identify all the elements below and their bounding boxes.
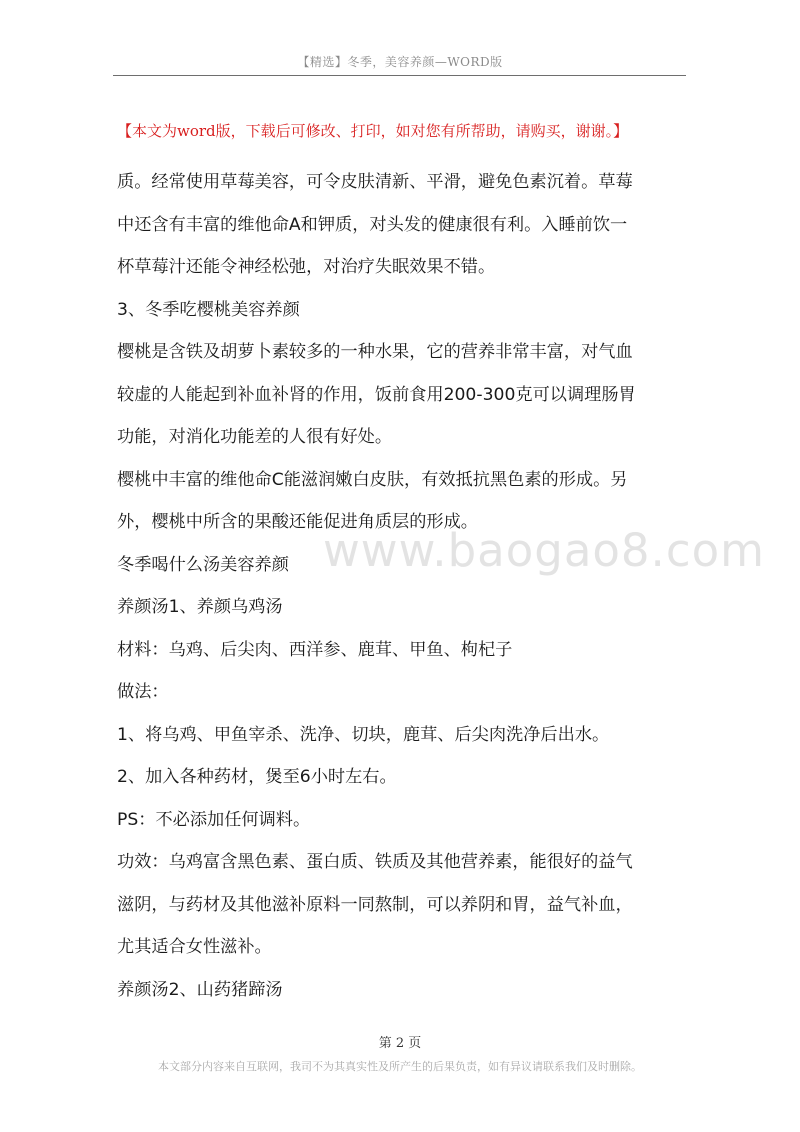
recipe-title: 养颜汤1、养颜乌鸡汤 (117, 597, 283, 617)
paragraph-line: 功能，对消化功能差的人很有好处。 (117, 427, 393, 447)
header-divider (113, 75, 686, 76)
recipe-note: PS：不必添加任何调料。 (117, 809, 311, 830)
paragraph-line: 中还含有丰富的维他命A和钾质，对头发的健康很有利。入睡前饮一 (117, 214, 628, 235)
recipe-ingredients: 材料：乌鸡、后尖肉、西洋参、鹿茸、甲鱼、枸杞子 (117, 639, 513, 660)
section-heading: 3、冬季吃樱桃美容养颜 (117, 299, 300, 320)
recipe-title: 养颜汤2、山药猪蹄汤 (117, 979, 283, 1000)
section-heading: 冬季喝什么汤美容养颜 (117, 554, 289, 575)
paragraph-line: 杯草莓汁还能令神经松弛，对治疗失眠效果不错。 (117, 257, 496, 277)
page-footer: 本文部分内容来自互联网，我司不为其真实性及所产生的后果负责，如有异议请联系我们及时删除。 (158, 1060, 642, 1073)
recipe-method-label: 做法： (117, 682, 169, 702)
document-body (117, 161, 692, 1011)
paragraph-line: 樱桃中丰富的维他命C能滋润嫩白皮肤，有效抵抗黑色素的形成。另 (117, 469, 628, 490)
paragraph-line: 滋阴，与药材及其他滋补原料一同熬制，可以养阴和胃，益气补血， (117, 894, 633, 915)
page-header: 【精选】冬季，美容养颜—WORD版 (297, 55, 503, 69)
watermark: www.baogao8.com (323, 524, 765, 577)
paragraph-line: 质。经常使用草莓美容，可令皮肤清新、平滑，避免色素沉着。草莓 (117, 172, 633, 192)
paragraph-line: 樱桃是含铁及胡萝卜素较多的一种水果，它的营养非常丰富，对气血 (117, 342, 633, 362)
paragraph-line: 外，樱桃中所含的果酸还能促进角质层的形成。 (117, 512, 478, 532)
page-number: 第 2 页 (378, 1036, 422, 1051)
recipe-step: 2、加入各种药材，煲至6小时左右。 (117, 767, 397, 787)
paragraph-line: 尤其适合女性滋补。 (117, 937, 272, 957)
recipe-step: 1、将乌鸡、甲鱼宰杀、洗净、切块，鹿茸、后尖肉洗净后出水。 (117, 724, 610, 745)
paragraph-line: 较虚的人能起到补血补肾的作用，饭前食用200-300克可以调理肠胃 (117, 384, 636, 405)
paragraph-line: 功效：乌鸡富含黑色素、蛋白质、铁质及其他营养素，能很好的益气 (117, 852, 633, 872)
download-notice: 【本文为word版，下载后可修改、打印，如对您有所帮助，请购买，谢谢。】 (117, 122, 629, 140)
